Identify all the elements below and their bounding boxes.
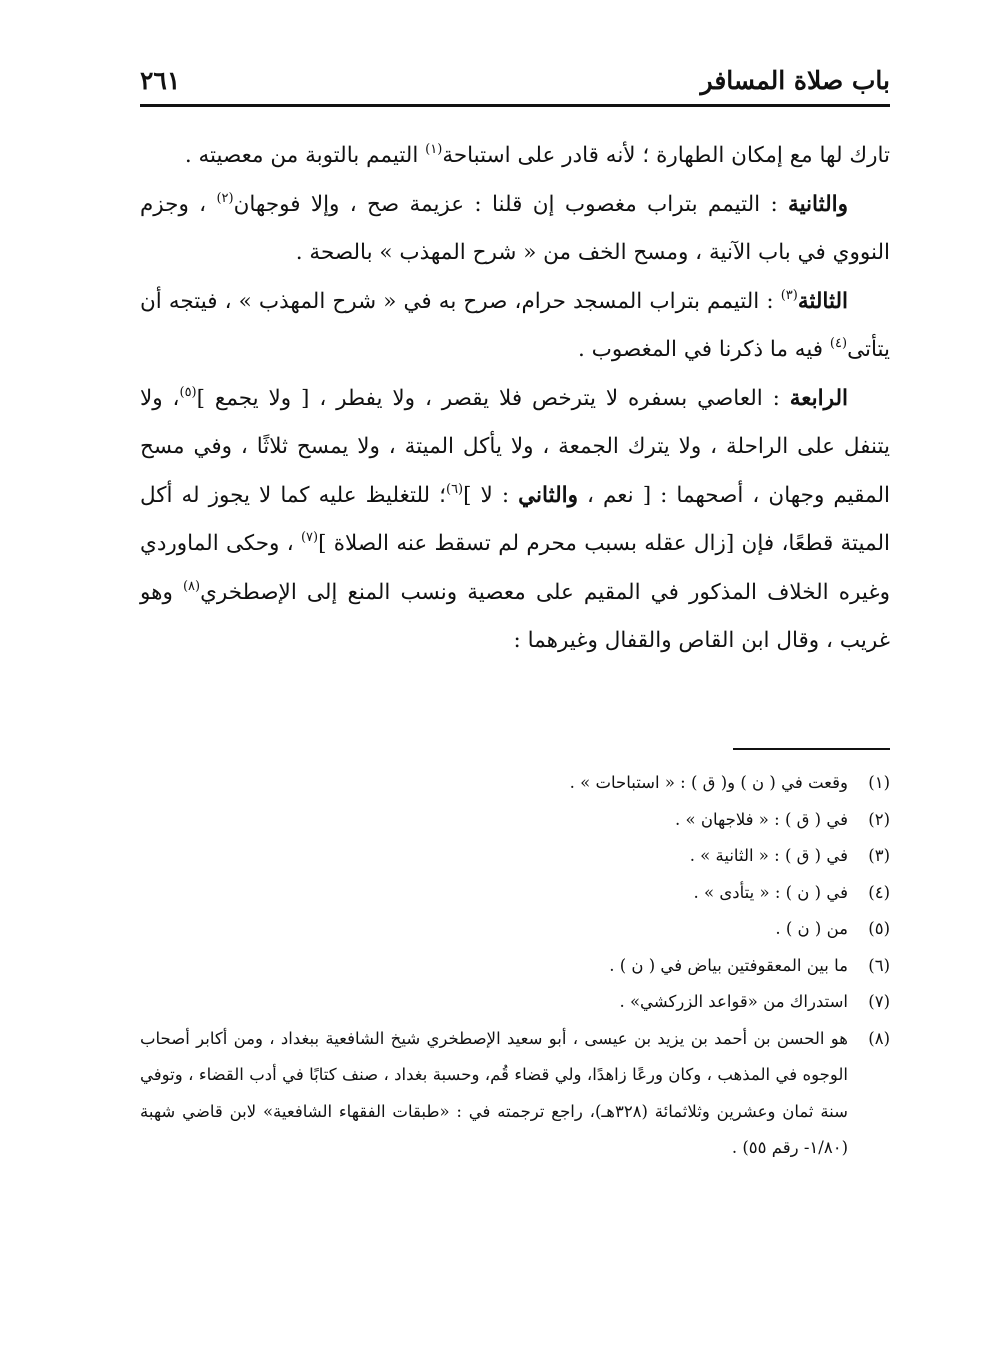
text-run: : التيمم بتراب المسجد حرام، صرح به في « شرح المهذب » ، فيتجه أن يتأتى	[140, 288, 890, 362]
footnote-number: (٣)	[868, 846, 890, 865]
text-run: : العاصي بسفره لا يترخص فلا يقصر ، ولا يفطر ، [ ولا يجمع ]	[196, 385, 790, 411]
text-run: ، وجزم النووي في باب الآنية ، ومسح الخف من « شرح المهذب » بالصحة .	[140, 191, 890, 265]
text-run: : لا ]	[463, 482, 519, 508]
footnote-number: (٦)	[868, 955, 890, 975]
footnote	[140, 948, 890, 985]
footnote-number: (١)	[868, 773, 890, 792]
footnote-text: استدراك من «قواعد الزركشي» .	[619, 992, 848, 1011]
footnote-separator	[733, 748, 890, 750]
text-run: وهو غريب ، وقال ابن القاص والقفال وغيرهما :	[140, 579, 890, 653]
paragraph-4	[140, 375, 890, 666]
footnote	[140, 875, 890, 912]
footnotes	[140, 765, 890, 1167]
footnote-text: وقعت في ( ن ) و( ق ) : « استباحات » .	[569, 773, 848, 792]
page-header	[140, 58, 890, 102]
keyword-heading: الرابعة	[789, 385, 848, 411]
text-run: ، ولا يتنفل على الراحلة ، ولا يترك الجمعة ، ولا يأكل الميتة ، ولا يمسح ثلاثًا ، وفي مسح المقيم وجهان ، أصحهما : [ نعم ،	[140, 385, 890, 508]
footnote	[140, 802, 890, 839]
footnote-ref: (٢)	[216, 190, 234, 206]
footnote-number: (٢)	[868, 809, 890, 829]
footnote-ref: (٥)	[179, 384, 197, 400]
footnote-ref: (٧)	[300, 530, 319, 545]
footnote-ref: (٦)	[445, 481, 464, 497]
footnote-text: في ( ن ) : « يتأدى » .	[693, 882, 848, 902]
footnote	[140, 911, 890, 948]
text-run: فيه ما ذكرنا في المغصوب .	[578, 337, 830, 362]
keyword-heading: والثانية	[788, 191, 848, 217]
footnote-number: (٧)	[868, 992, 890, 1011]
footnote-number: (٤)	[868, 882, 890, 902]
footnote-ref: (٣)	[780, 287, 798, 303]
footnote-text: في ( ق ) : « الثانية » .	[689, 846, 848, 865]
footnote-text: ما بين المعقوفتين بياض في ( ن ) .	[609, 955, 848, 975]
header-rule	[140, 104, 890, 107]
footnote-ref: (٤)	[829, 336, 848, 351]
text-run: ، وحكى الماوردي وغيره الخلاف المذكور في المقيم على معصية ونسب المنع إلى الإصطخري	[140, 531, 890, 605]
footnote	[140, 1021, 890, 1167]
footnote-text: هو الحسن بن أحمد بن يزيد بن عيسى ، أبو سعيد الإصطخري شيخ الشافعية ببغداد ، ومن أكابر أصحاب الوجوه في المذهب ، وكان ورعًا زاهدًا، ولي قضاء قُم، وحسبة بغداد ، صنف كتابًا في أدب القضاء ، وتوفي سنة ثمان وعشرين وثلاثمائة (٣٢٨هـ)، راجع ترجمته في : «طبقات الفقهاء الشافعية» لابن قاضي شهبة (١/٨٠- رقم ٥٥) .	[140, 1028, 848, 1157]
keyword-inline: والثاني	[518, 482, 578, 508]
footnote-ref: (٨)	[182, 578, 201, 594]
page-number: ٢٦١	[140, 65, 181, 95]
footnote	[140, 765, 890, 802]
footnote	[140, 984, 890, 1021]
footnote-number: (٨)	[868, 1028, 890, 1048]
paragraph-1	[140, 132, 890, 181]
text-run: تارك لها مع إمكان الطهارة ؛ لأنه قادر على استباحة	[442, 143, 890, 168]
footnote-text: في ( ق ) : « فلاجهان » .	[675, 809, 848, 829]
footnote-number: (٥)	[868, 919, 890, 938]
text-run: التيمم بالتوبة من معصيته .	[184, 143, 426, 168]
keyword-heading: الثالثة	[797, 288, 848, 314]
footnote	[140, 838, 890, 875]
paragraph-2	[140, 181, 890, 278]
text-run: : التيمم بتراب مغصوب إن قلنا : عزيمة صح ، وإلا فوجهان	[233, 191, 789, 217]
footnote-ref: (١)	[425, 142, 443, 157]
text-run: ؛ للتغليظ عليه كما لا يجوز له أكل الميتة قطعًا، فإن [زال عقله بسبب محرم لم تسقط عنه الصلاة ]	[140, 482, 890, 556]
running-title: باب صلاة المسافر	[700, 65, 890, 95]
footnote-text: من ( ن ) .	[775, 919, 848, 938]
main-text	[140, 132, 890, 666]
paragraph-3	[140, 278, 890, 375]
